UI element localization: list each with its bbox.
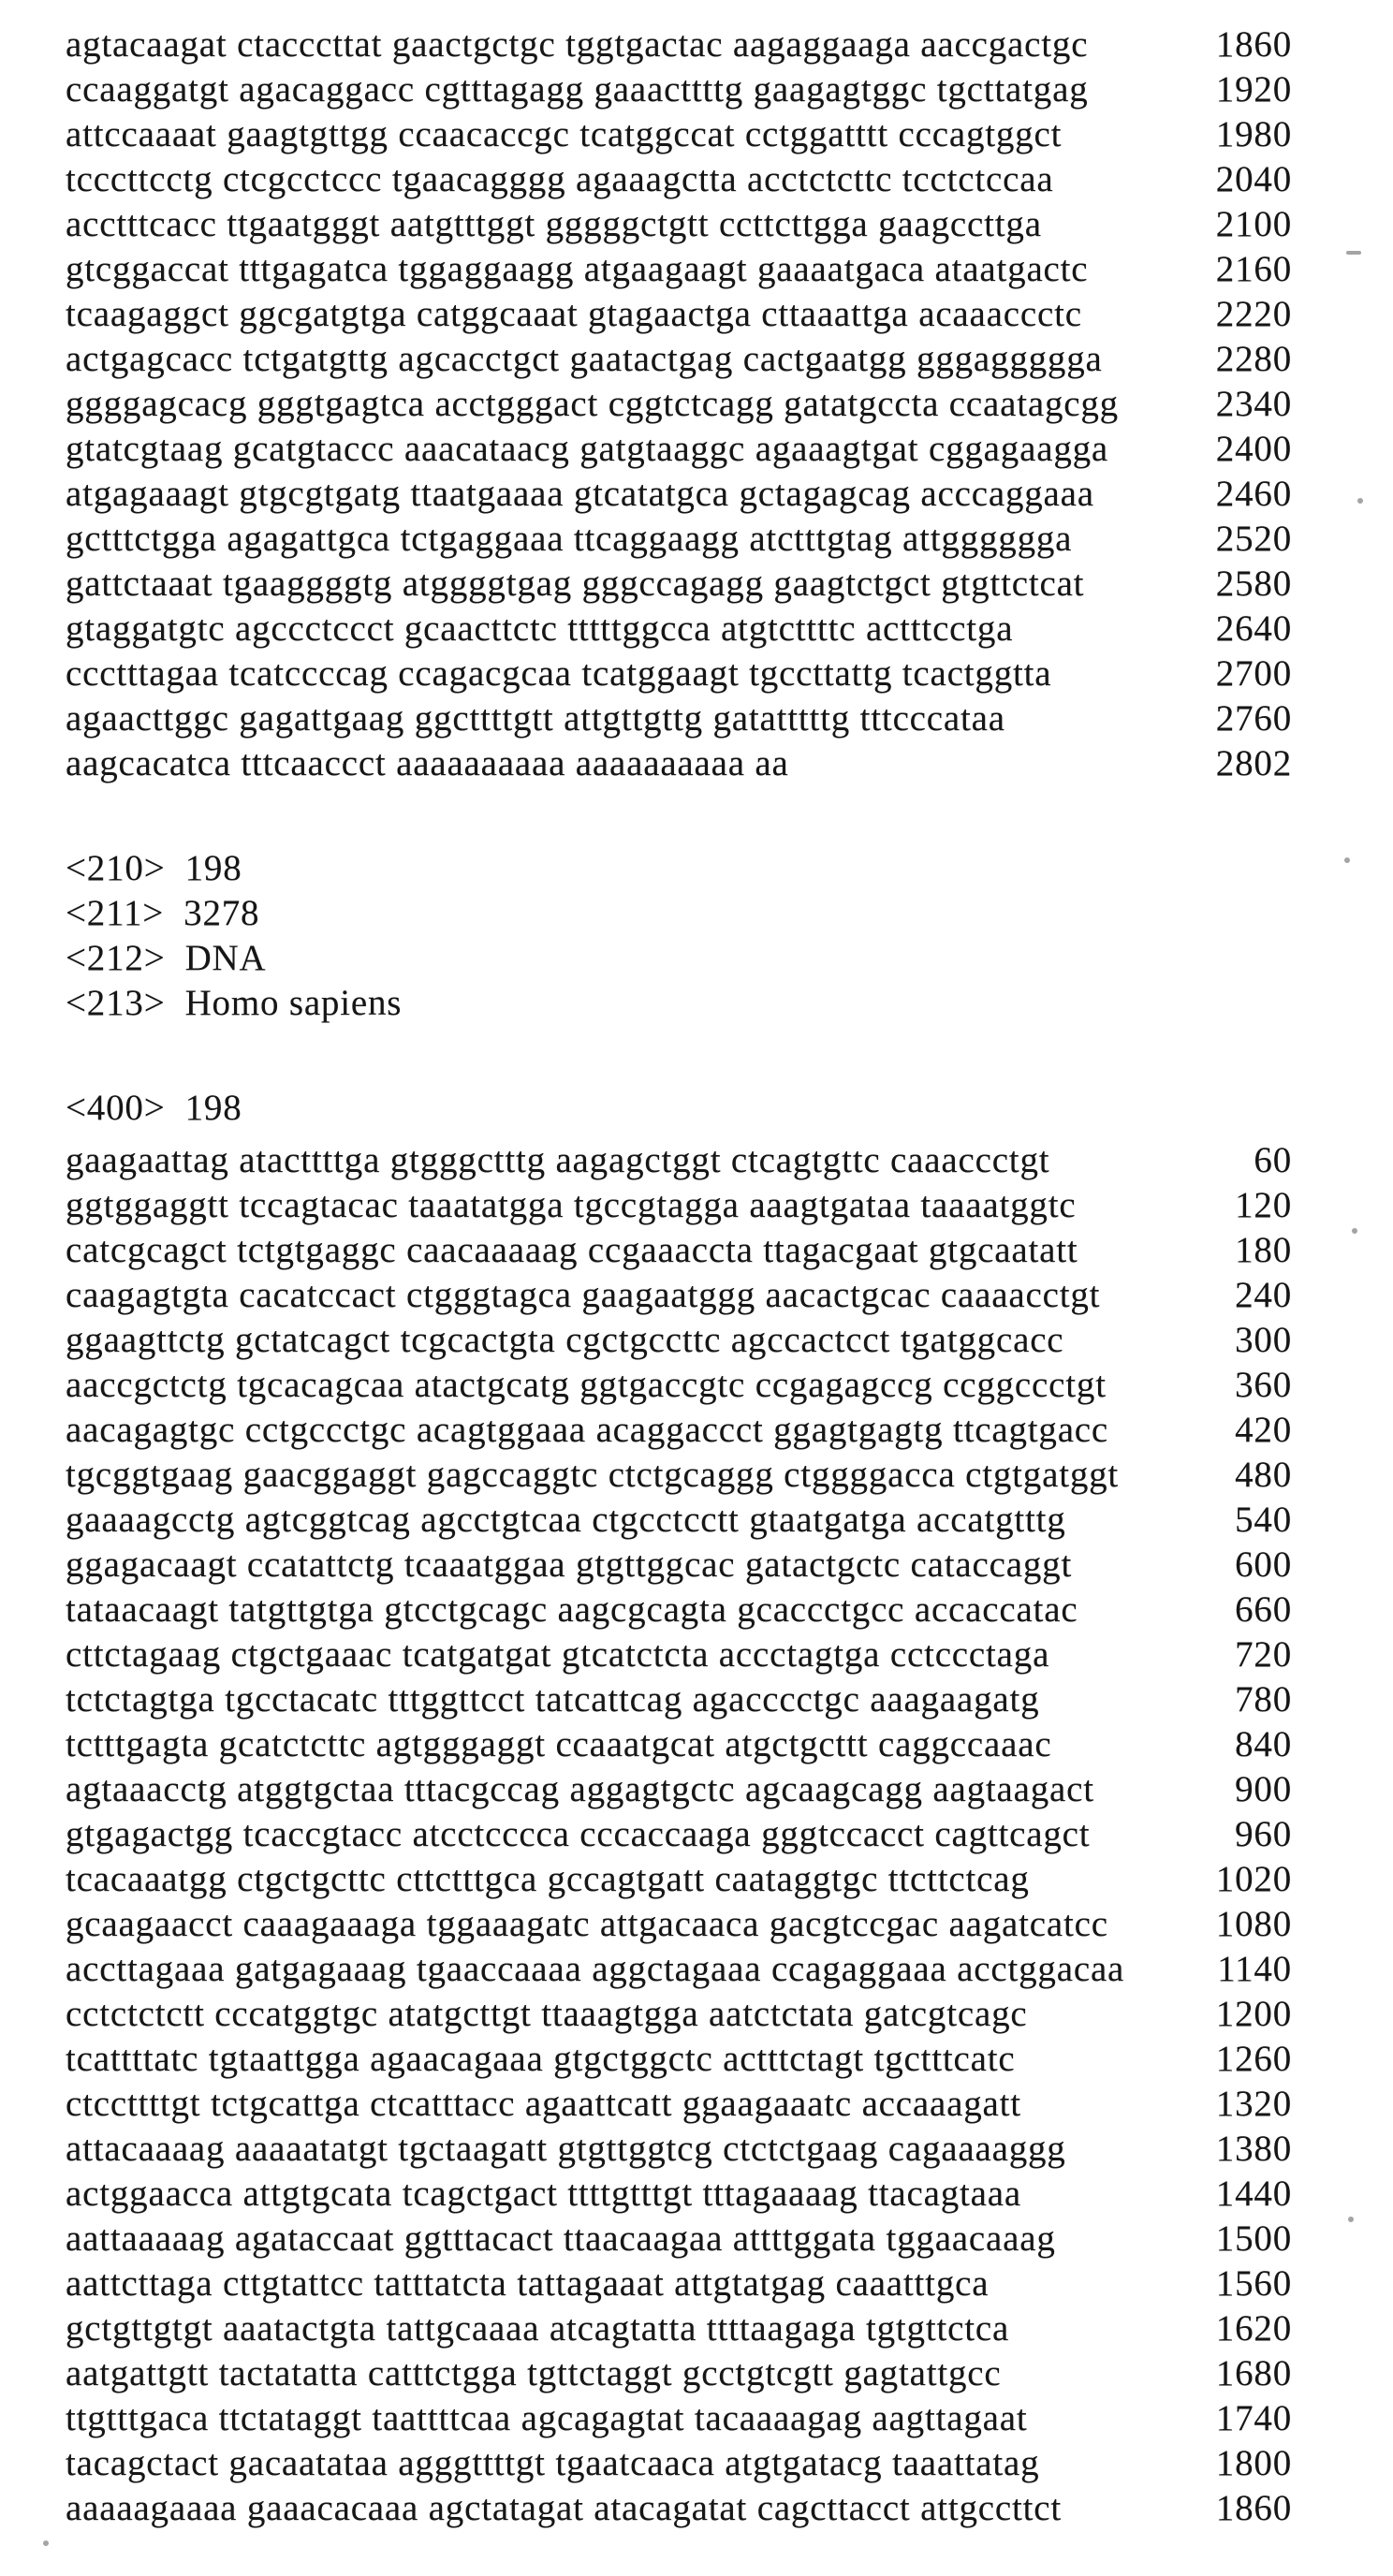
sequence-line: [66, 1408, 1393, 1453]
header-line: <212> DNA: [66, 938, 267, 978]
scan-artifact: [1346, 251, 1361, 255]
sequence-line: [66, 1992, 1393, 2037]
sequence-block-198: [66, 1138, 1393, 2531]
block-gap: [66, 1026, 1393, 1086]
block-gap: [66, 1131, 1393, 1138]
sequence-line: [66, 1812, 1393, 1857]
sequence-text: ccctttagaa tcatccccag ccagacgcaa tcatggaagt tgccttattg tcactggtta: [66, 653, 1052, 694]
sequence-line: [66, 2306, 1393, 2351]
sequence-line: [66, 2172, 1393, 2217]
sequence-text: tataacaagt tatgttgtga gtcctgcagc aagcgcagta gcaccctgcc accaccatac: [66, 1589, 1078, 1630]
sequence-line: [66, 427, 1393, 472]
scan-artifact: [1344, 857, 1350, 863]
sequence-text: agtacaagat ctacccttat gaactgctgc tggtgactac aagaggaaga aaccgactgc: [66, 24, 1089, 65]
sequence-text: aatgattgtt tactatatta catttctgga tgttctaggt gcctgtcgtt gagtattgcc: [66, 2353, 1002, 2393]
sequence-text: ctccttttgt tctgcattga ctcatttacc agaattcatt ggaagaaatc accaaagatt: [66, 2084, 1021, 2124]
sequence-line: [66, 517, 1393, 562]
sequence-text: aagcacatca tttcaaccct aaaaaaaaaa aaaaaaaaaa aa: [66, 743, 789, 783]
sequence-text: acctttcacc ttgaatgggt aatgtttggt gggggctgtt ccttcttgga gaagccttga: [66, 204, 1042, 244]
position-number: 120: [1235, 1185, 1292, 1225]
sequence-line: [66, 1632, 1393, 1677]
sequence-line: [66, 696, 1393, 741]
sequence-text: caagagtgta cacatccact ctgggtagca gaagaatggg aacactgcac caaaacctgt: [66, 1275, 1101, 1315]
sequence-line: [66, 472, 1393, 517]
sequence-line: [66, 247, 1393, 292]
sequence-line: [66, 1453, 1393, 1498]
sequence-400-label: <400> 198: [66, 1088, 242, 1128]
sequence-text: actggaacca attgtgcata tcagctgact ttttgtttgt tttagaaaag ttacagtaaa: [66, 2174, 1022, 2214]
scan-artifact: [43, 2540, 49, 2546]
header-line: <211> 3278: [66, 893, 260, 933]
scan-artifact: [1348, 2217, 1354, 2222]
sequence-text: tcacaaatgg ctgctgcttc cttctttgca gccagtgatt caataggtgc ttcttctcag: [66, 1859, 1030, 1899]
sequence-text: gaaaagcctg agtcggtcag agcctgtcaa ctgcctcctt gtaatgatga accatgtttg: [66, 1500, 1066, 1540]
sequence-line: [66, 1543, 1393, 1588]
sequence-line: [66, 1588, 1393, 1632]
sequence-text: gtaggatgtc agccctccct gcaacttctc tttttggcca atgtcttttc actttcctga: [66, 608, 1014, 649]
sequence-text: attccaaaat gaagtgttgg ccaacaccgc tcatggccat cctggatttt cccagtggct: [66, 114, 1063, 154]
position-number: 60: [1254, 1140, 1292, 1180]
position-number: 1260: [1215, 2039, 1292, 2079]
position-number: 1980: [1215, 114, 1292, 154]
position-number: 1680: [1215, 2353, 1292, 2393]
position-number: 2580: [1215, 564, 1292, 604]
sequence-text: gaagaattag atacttttga gtgggctttg aagagctggt ctcagtgttc caaaccctgt: [66, 1140, 1050, 1180]
position-number: 2760: [1215, 698, 1292, 739]
scan-artifact: [1357, 498, 1363, 504]
sequence-text: tcccttcctg ctcgcctccc tgaacagggg agaaagctta acctctcttc tcctctccaa: [66, 159, 1054, 199]
sequence-text: cctctctctt cccatggtgc atatgcttgt ttaaagtgga aatctctata gatcgtcagc: [66, 1994, 1028, 2034]
position-number: 1560: [1215, 2263, 1292, 2304]
position-number: 900: [1235, 1769, 1292, 1809]
sequence-line: [66, 562, 1393, 607]
sequence-text: gtatcgtaag gcatgtaccc aaacataacg gatgtaaggc agaaagtgat cggagaagga: [66, 429, 1109, 469]
scan-artifact: [1352, 1228, 1357, 1234]
sequence-text: atgagaaagt gtgcgtgatg ttaatgaaaa gtcatatgca gctagagcag acccaggaaa: [66, 474, 1094, 514]
sequence-line: [66, 1767, 1393, 1812]
sequence-line: [66, 2396, 1393, 2441]
sequence-block-continued: [66, 22, 1393, 786]
sequence-text: aattaaaaag agataccaat ggtttacact ttaacaagaa attttggata tggaacaaag: [66, 2218, 1056, 2259]
sequence-line: [66, 1857, 1393, 1902]
sequence-line: [66, 1318, 1393, 1363]
position-number: 2460: [1215, 474, 1292, 514]
sequence-line: [66, 1273, 1393, 1318]
sequence-text: ggggagcacg gggtgagtca acctgggact cggtctcagg gatatgccta ccaatagcgg: [66, 384, 1119, 424]
position-number: 1740: [1215, 2398, 1292, 2438]
position-number: 1380: [1215, 2129, 1292, 2169]
header-line: <213> Homo sapiens: [66, 983, 403, 1023]
sequence-text: tacagctact gacaatataa agggttttgt tgaatcaaca atgtgatacg taaattatag: [66, 2443, 1040, 2483]
position-number: 1620: [1215, 2308, 1292, 2349]
position-number: 780: [1235, 1679, 1292, 1720]
position-number: 2400: [1215, 429, 1292, 469]
sequence-line: [66, 337, 1393, 382]
sequence-line: [66, 2127, 1393, 2172]
position-number: 1920: [1215, 69, 1292, 110]
sequence-text: gctgttgtgt aaatactgta tattgcaaaa atcagtatta ttttaagaga tgtgttctca: [66, 2308, 1010, 2349]
position-number: 840: [1235, 1724, 1292, 1764]
position-number: 1860: [1215, 24, 1292, 65]
sequence-line: [66, 1138, 1393, 1183]
position-number: 180: [1235, 1230, 1292, 1270]
sequence-text: gctttctgga agagattgca tctgaggaaa ttcaggaagg atctttgtag attgggggga: [66, 519, 1073, 559]
position-number: 1020: [1215, 1859, 1292, 1899]
sequence-text: agtaaacctg atggtgctaa tttacgccag aggagtgctc agcaagcagg aagtaagact: [66, 1769, 1094, 1809]
sequence-text: ggtggaggtt tccagtacac taaatatgga tgccgtagga aaagtgataa taaaatggtc: [66, 1185, 1077, 1225]
position-number: 2640: [1215, 608, 1292, 649]
sequence-text: gtgagactgg tcaccgtacc atcctcccca cccaccaaga gggtccacct cagttcagct: [66, 1814, 1091, 1854]
sequence-line: [66, 1902, 1393, 1947]
sequence-line: [66, 157, 1393, 202]
position-number: 1440: [1215, 2174, 1292, 2214]
position-number: 1200: [1215, 1994, 1292, 2034]
sequence-line: [66, 1183, 1393, 1228]
sequence-line: [66, 741, 1393, 786]
sequence-line: [66, 382, 1393, 427]
sequence-line: [66, 2486, 1393, 2531]
sequence-entry-header: [66, 846, 1393, 1026]
header-line: <210> 198: [66, 848, 242, 888]
sequence-text: aacagagtgc cctgccctgc acagtggaaa acaggaccct ggagtgagtg ttcagtgacc: [66, 1410, 1109, 1450]
position-number: 2220: [1215, 294, 1292, 334]
position-number: 2520: [1215, 519, 1292, 559]
position-number: 360: [1235, 1365, 1292, 1405]
sequence-text: gcaagaacct caaagaaaga tggaaagatc attgacaaca gacgtccgac aagatcatcc: [66, 1904, 1108, 1944]
sequence-text: ggaagttctg gctatcagct tcgcactgta cgctgccttc agccactcct tgatggcacc: [66, 1320, 1064, 1360]
position-number: 540: [1235, 1500, 1292, 1540]
position-number: 1140: [1217, 1949, 1292, 1989]
sequence-line: [66, 1947, 1393, 1992]
block-gap: [66, 786, 1393, 846]
sequence-text: attacaaaag aaaaatatgt tgctaagatt gtgttggtcg ctctctgaag cagaaaaggg: [66, 2129, 1066, 2169]
sequence-text: gtcggaccat tttgagatca tggaggaagg atgaagaagt gaaaatgaca ataatgactc: [66, 249, 1089, 289]
sequence-text: tctctagtga tgcctacatc tttggttcct tatcattcag agacccctgc aaagaagatg: [66, 1679, 1040, 1720]
sequence-text: agaacttggc gagattgaag ggcttttgtt attgttgttg gatatttttg tttcccataa: [66, 698, 1005, 739]
sequence-line: [66, 1228, 1393, 1273]
position-number: 2802: [1215, 743, 1292, 783]
sequence-line: [66, 2441, 1393, 2486]
sequence-line: [66, 112, 1393, 157]
position-number: 2280: [1215, 339, 1292, 379]
sequence-line: [66, 1677, 1393, 1722]
position-number: 1860: [1215, 2488, 1292, 2528]
sequence-text: ggagacaagt ccatattctg tcaaatggaa gtgttggcac gatactgctc cataccaggt: [66, 1544, 1073, 1585]
sequence-text: catcgcagct tctgtgaggc caacaaaaag ccgaaaccta ttagacgaat gtgcaatatt: [66, 1230, 1078, 1270]
position-number: 240: [1235, 1275, 1292, 1315]
position-number: 1080: [1215, 1904, 1292, 1944]
position-number: 2160: [1215, 249, 1292, 289]
position-number: 660: [1235, 1589, 1292, 1630]
position-number: 600: [1235, 1544, 1292, 1585]
sequence-text: ttgtttgaca ttctataggt taattttcaa agcagagtat tacaaaagag aagttagaat: [66, 2398, 1028, 2438]
sequence-line: [66, 2037, 1393, 2082]
sequence-line: [66, 202, 1393, 247]
sequence-line: [66, 2351, 1393, 2396]
sequence-line: [66, 67, 1393, 112]
sequence-text: aaccgctctg tgcacagcaa atactgcatg ggtgaccgtc ccgagagccg ccggccctgt: [66, 1365, 1107, 1405]
position-number: 960: [1235, 1814, 1292, 1854]
sequence-line: [66, 292, 1393, 337]
sequence-text: ccaaggatgt agacaggacc cgtttagagg gaaacttttg gaagagtggc tgcttatgag: [66, 69, 1089, 110]
sequence-line: [66, 2082, 1393, 2127]
sequence-line: [66, 2217, 1393, 2261]
position-number: 2700: [1215, 653, 1292, 694]
position-number: 720: [1235, 1634, 1292, 1675]
position-number: 2040: [1215, 159, 1292, 199]
position-number: 1800: [1215, 2443, 1292, 2483]
sequence-text: aattcttaga cttgtattcc tatttatcta tattagaaat attgtatgag caaatttgca: [66, 2263, 990, 2304]
sequence-text: tcaagaggct ggcgatgtga catggcaaat gtagaactga cttaaattga acaaaccctc: [66, 294, 1082, 334]
sequence-text: tgcggtgaag gaacggaggt gagccaggtc ctctgcaggg ctggggacca ctgtgatggt: [66, 1455, 1120, 1495]
sequence-text: tctttgagta gcatctcttc agtgggaggt ccaaatgcat atgctgcttt caggccaaac: [66, 1724, 1052, 1764]
position-number: 2100: [1215, 204, 1292, 244]
sequence-line: [66, 651, 1393, 696]
position-number: 2340: [1215, 384, 1292, 424]
position-number: 480: [1235, 1455, 1292, 1495]
sequence-text: tcattttatc tgtaattgga agaacagaaa gtgctggctc actttctagt tgctttcatc: [66, 2039, 1016, 2079]
sequence-text: accttagaaa gatgagaaag tgaaccaaaa aggctagaaa ccagaggaaa acctggacaa: [66, 1949, 1125, 1989]
sequence-line: [66, 2261, 1393, 2306]
sequence-text: cttctagaag ctgctgaaac tcatgatgat gtcatctcta accctagtga cctccctaga: [66, 1634, 1050, 1675]
sequence-line: [66, 1498, 1393, 1543]
position-number: 1500: [1215, 2218, 1292, 2259]
sequence-text: gattctaaat tgaaggggtg atggggtgag gggccagagg gaagtctgct gtgttctcat: [66, 564, 1085, 604]
position-number: 420: [1235, 1410, 1292, 1450]
sequence-line: [66, 1722, 1393, 1767]
sequence-line: [66, 22, 1393, 67]
position-number: 1320: [1215, 2084, 1292, 2124]
sequence-line: [66, 607, 1393, 651]
sequence-text: actgagcacc tctgatgttg agcacctgct gaatactgag cactgaatgg gggaggggga: [66, 339, 1103, 379]
sequence-line: [66, 1363, 1393, 1408]
position-number: 300: [1235, 1320, 1292, 1360]
sequence-text: aaaaagaaaa gaaacacaaa agctatagat atacagatat cagcttacct attgccttct: [66, 2488, 1063, 2528]
